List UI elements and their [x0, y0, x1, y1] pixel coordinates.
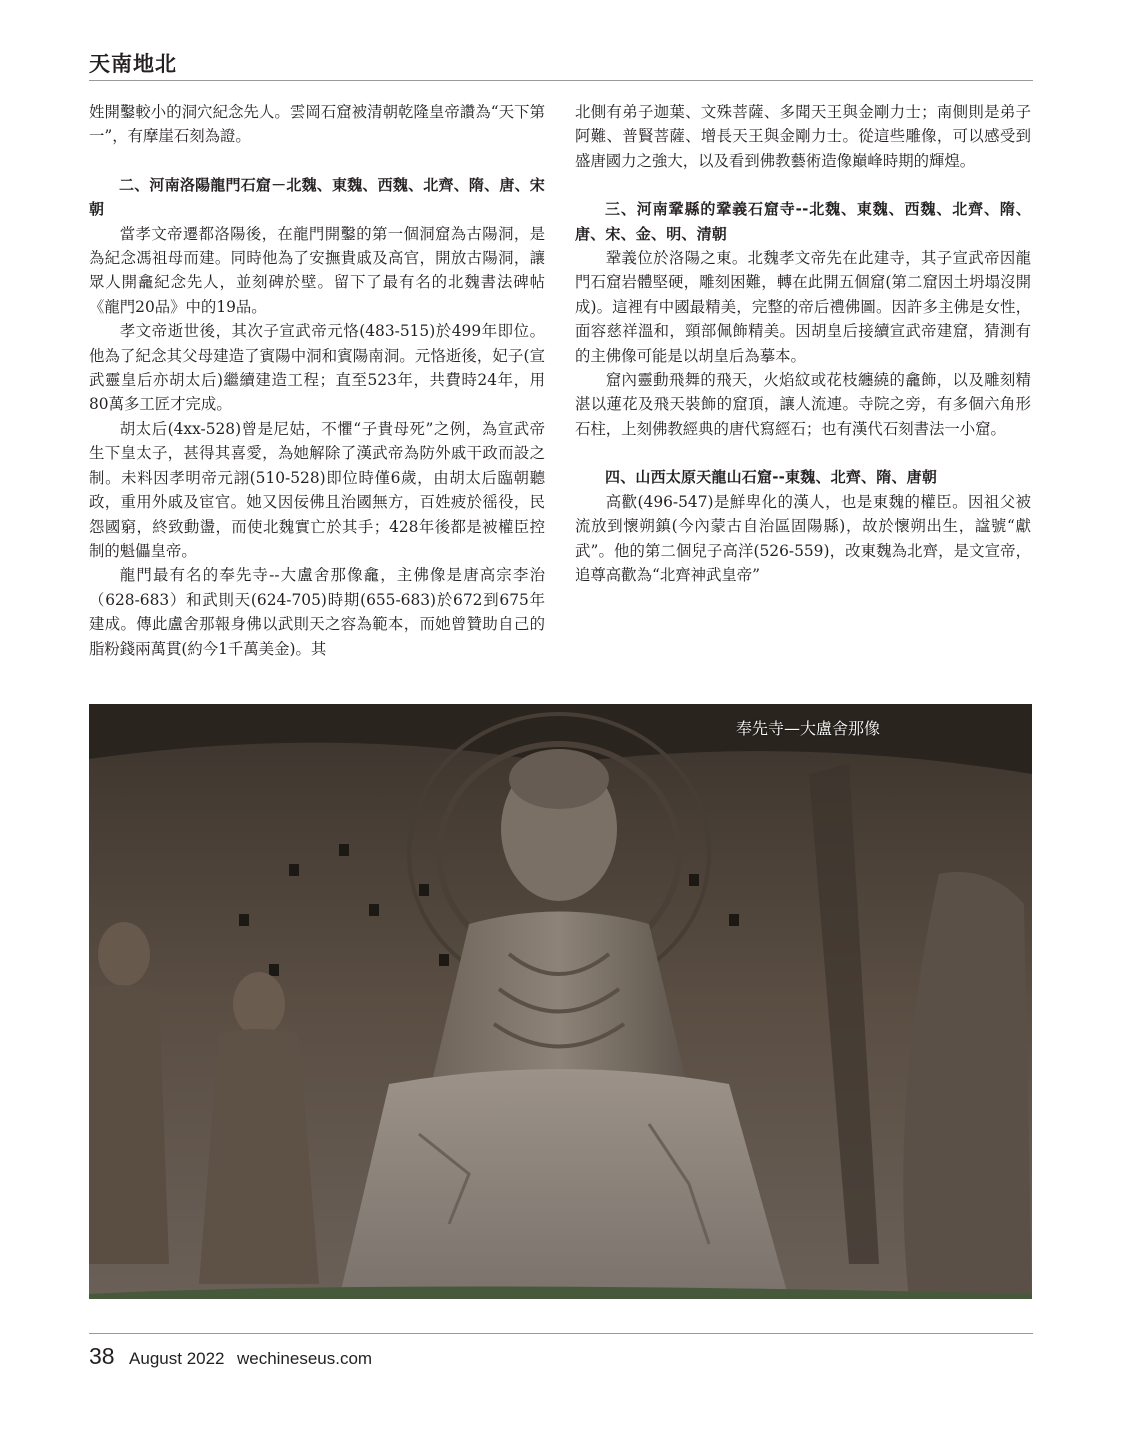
paragraph: 胡太后(4xx-528)曾是尼姑，不懼“子貴母死”之例，為宣武帝生下皇太子，甚得其喜愛，為她解除了漢武帝為防外戚干政而設之制。未料因孝明帝元詡(510-528)即位時僅6歲，由胡太后臨朝聽政，重用外戚及宦官。她又因佞佛且治國無方，百姓疲於徭役，民怨國窮，終致動盪，而使北魏實亡於其手；428年後都是被權臣控制的魁儡皇帝。 [89, 419, 545, 560]
buddha-photo-illustration [89, 704, 1032, 1299]
left-column [89, 100, 545, 661]
page-header [89, 48, 1033, 81]
issue-date: August 2022 [129, 1349, 225, 1368]
paragraph-continued: 北側有弟子迦葉、文殊菩薩、多聞天王與金剛力士；南側則是弟子阿難、普賢菩薩、增長天王與金剛力士。從這些雕像，可以感受到盛唐國力之強大，以及看到佛教藝術造像巔峰時期的輝煌。 [575, 103, 1031, 170]
buddha-photo [89, 704, 1032, 1299]
heading-tianlong: 四、山西太原天龍山石窟--東魏、北齊、隋、唐朝 [605, 468, 938, 487]
photo-caption: 奉先寺—大盧舍那像 [736, 719, 881, 738]
page-footer [89, 1343, 372, 1370]
website-link[interactable]: wechineseus.com [236, 1349, 373, 1368]
heading-longmen: 二、河南洛陽龍門石窟－北魏、東魏、西魏、北齊、隋、唐、宋朝 [89, 175, 545, 219]
section-title: 天南地北 [89, 51, 177, 76]
paragraph: 鞏義位於洛陽之東。北魏孝文帝先在此建寺，其子宣武帝因龍門石窟岩體堅硬，雕刻困難，轉在此開五個窟(第二窟因土坍塌沒開成)。這裡有中國最精美，完整的帝后禮佛圖。因許多主佛是女性，面容慈祥溫和，頸部佩飾精美。因胡皇后接續宣武帝建窟，猜測有的主佛像可能是以胡皇后為摹本。 [575, 249, 1031, 365]
paragraph: 孝文帝逝世後，其次子宣武帝元恪(483-515)於499年即位。他為了紀念其父母建造了賓陽中洞和賓陽南洞。元恪逝後，妃子(宣武靈皇后亦胡太后)繼續建造工程；直至523年，共費時24年，用80萬多工匠才完成。 [89, 322, 545, 414]
right-column [575, 100, 1031, 587]
paragraph: 龍門最有名的奉先寺--大盧舍那像龕，主佛像是唐高宗李治（628-683）和武則天(624-705)時期(655-683)於672到675年建成。傳此盧舍那報身佛以武則天之容為範本，而她曾贊助自己的脂粉錢兩萬貫(約今1千萬美金)。其 [89, 566, 545, 658]
heading-gongyi: 三、河南鞏縣的鞏義石窟寺--北魏、東魏、西魏、北齊、隋、唐、宋、金、明、清朝 [575, 200, 1031, 243]
paragraph: 窟內靈動飛舞的飛天，火焰紋或花枝纏繞的龕飾，以及雕刻精湛以蓮花及飛天裝飾的窟頂，讓人流連。寺院之旁，有多個六角形石柱，上刻佛教經典的唐代寫經石；也有漢代石刻書法一小窟。 [575, 371, 1031, 438]
paragraph: 高歡(496-547)是鮮卑化的漢人，也是東魏的權臣。因祖父被流放到懷朔鎮(今內蒙古自治區固陽縣)，故於懷朔出生，諡號“獻武”。他的第二個兒子高洋(526-559)，改東魏為北齊，是文宣帝，追尊高歡為“北齊神武皇帝” [575, 492, 1031, 584]
paragraph: 當孝文帝遷都洛陽後，在龍門開鑿的第一個洞窟為古陽洞，是為紀念馮祖母而建。同時他為了安撫貴戚及高官，開放古陽洞，讓眾人開龕紀念先人，並刻碑於壁。留下了最有名的北魏書法碑帖《龍門20品》中的19品。 [89, 224, 545, 316]
paragraph-intro: 姓開鑿較小的洞穴紀念先人。雲岡石窟被清朝乾隆皇帝讚為“天下第一”，有摩崖石刻為證。 [89, 103, 545, 146]
footer-divider [89, 1333, 1033, 1334]
page-number: 38 [89, 1343, 115, 1369]
